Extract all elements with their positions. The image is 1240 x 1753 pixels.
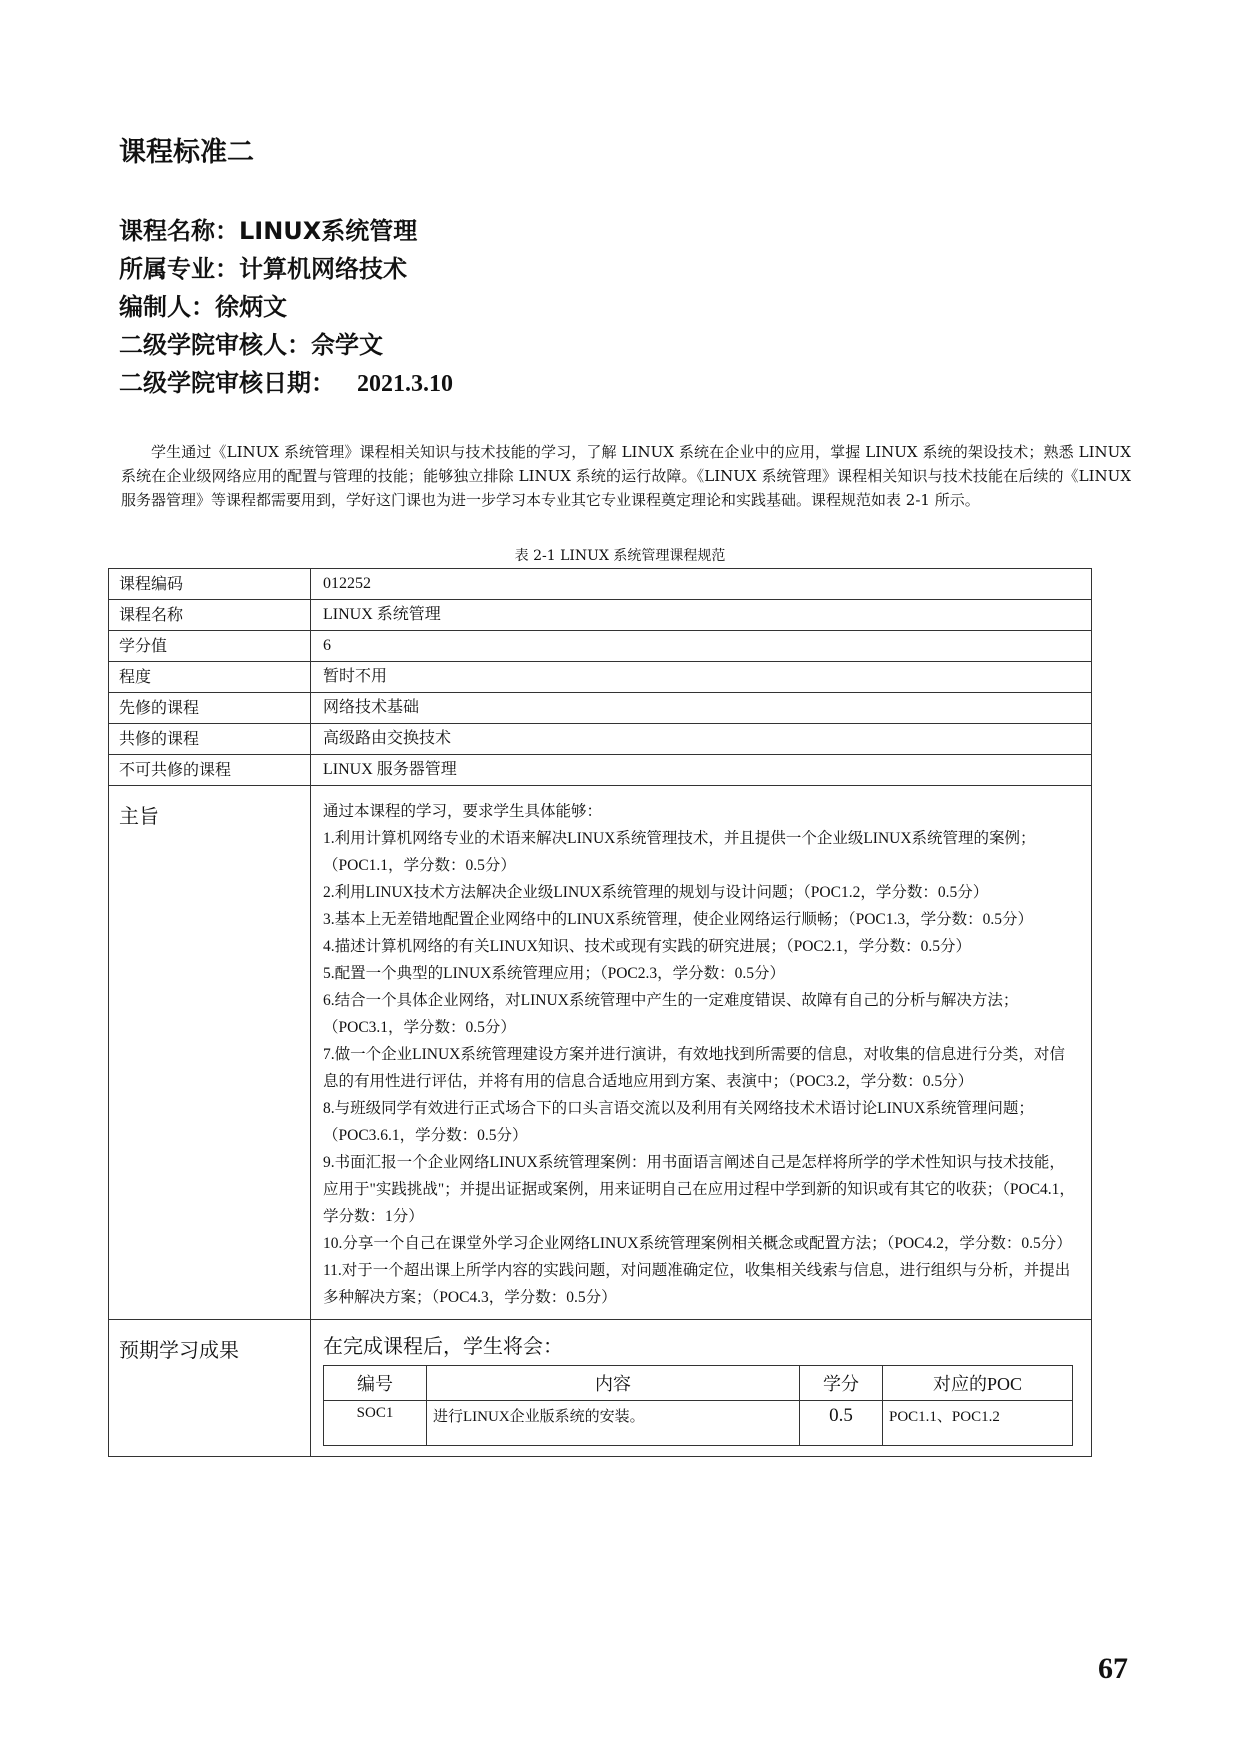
outcomes-label: 预期学习成果 xyxy=(109,1320,311,1457)
table-row xyxy=(324,1401,1073,1446)
aim-item: 10.分享一个自己在课堂外学习企业网络LINUX系统管理案例相关概念或配置方法；（POC4.2，学分数：0.5分） xyxy=(323,1235,1072,1252)
aims-label: 主旨 xyxy=(109,786,311,1320)
row-label: 共修的课程 xyxy=(109,724,311,755)
review-date-label: 二级学院审核日期： xyxy=(119,369,335,397)
table-row xyxy=(109,631,1092,662)
header-cell: 编号 xyxy=(324,1366,427,1401)
row-value: 6 xyxy=(311,631,1092,662)
header-cell: 对应的POC xyxy=(883,1366,1073,1401)
page-title: 课程标准二 xyxy=(119,137,254,168)
major: 所属专业：计算机网络技术 xyxy=(119,255,407,283)
row-value: 网络技术基础 xyxy=(311,693,1092,724)
table-row xyxy=(109,600,1092,631)
course-spec-table xyxy=(108,568,1092,1457)
course-meta xyxy=(119,212,453,402)
aims-row xyxy=(109,786,1092,1320)
outcomes-content xyxy=(311,1320,1092,1457)
aims-content xyxy=(311,786,1092,1320)
row-label: 先修的课程 xyxy=(109,693,311,724)
row-label: 课程编码 xyxy=(109,569,311,600)
table-caption: 表 2-1 LINUX 系统管理课程规范 xyxy=(514,548,726,564)
outcomes-intro: 在完成课程后，学生将会： xyxy=(323,1336,563,1358)
intro-paragraph: 学生通过《LINUX 系统管理》课程相关知识与技术技能的学习，了解 LINUX 系统在企业中的应用，掌握 LINUX 系统的架设技术；熟悉 LINUX 系统在企业级网络应用的配置与管理的技能；能够独立排除 LINUX 系统的运行故障。《LINUX 系统管理》课程相关知识与技术技能在后续的《LINUX 服务器管理》等课程都需要用到，学好这门课也为进一步学习本专业其它专业课程奠定理论和实践基础。课程规范如表 2-1 所示。 xyxy=(121,443,1131,509)
row-label: 程度 xyxy=(109,662,311,693)
outcomes-row xyxy=(109,1320,1092,1457)
outcome-id: SOC1 xyxy=(324,1401,427,1446)
row-label: 课程名称 xyxy=(109,600,311,631)
table-row xyxy=(109,693,1092,724)
review-date: 2021.3.10 xyxy=(357,371,453,397)
row-value: 高级路由交换技术 xyxy=(311,724,1092,755)
page-number: 67 xyxy=(1098,1652,1128,1685)
row-label: 不可共修的课程 xyxy=(109,755,311,786)
reviewer: 二级学院审核人：佘学文 xyxy=(119,331,383,359)
outcomes-header-row xyxy=(324,1366,1073,1401)
aim-item: 11.对于一个超出课上所学内容的实践问题，对问题准确定位，收集相关线索与信息，进行组织与分析，并提出多种解决方案；（POC4.3，学分数：0.5分） xyxy=(323,1262,1071,1306)
aim-item: 7.做一个企业LINUX系统管理建设方案并进行演讲，有效地找到所需要的信息，对收集的信息进行分类，对信息的有用性进行评估，并将有用的信息合适地应用到方案、表演中；（POC3.2，学分数：0.5分） xyxy=(323,1046,1065,1090)
review-date-line xyxy=(119,364,453,402)
header-cell: 学分 xyxy=(800,1366,883,1401)
row-value: 暂时不用 xyxy=(311,662,1092,693)
row-value: 012252 xyxy=(311,569,1092,600)
table-row xyxy=(109,755,1092,786)
row-value: LINUX 系统管理 xyxy=(311,600,1092,631)
aim-item: 3.基本上无差错地配置企业网络中的LINUX系统管理，使企业网络运行顺畅；（POC1.3，学分数：0.5分） xyxy=(323,911,1033,928)
row-value: LINUX 服务器管理 xyxy=(311,755,1092,786)
aim-item: 5.配置一个典型的LINUX系统管理应用；（POC2.3，学分数：0.5分） xyxy=(323,965,785,982)
table-row xyxy=(109,724,1092,755)
outcomes-table xyxy=(323,1365,1073,1446)
aim-item: 2.利用LINUX技术方法解决企业级LINUX系统管理的规划与设计问题；（POC1.2，学分数：0.5分） xyxy=(323,884,989,901)
outcome-content: 进行LINUX企业版系统的安装。 xyxy=(427,1401,800,1446)
aims-intro: 通过本课程的学习，要求学生具体能够： xyxy=(323,803,603,820)
table-row xyxy=(109,569,1092,600)
row-label: 学分值 xyxy=(109,631,311,662)
course-name: 课程名称：LINUX系统管理 xyxy=(119,217,418,245)
aim-item: 9.书面汇报一个企业网络LINUX系统管理案例：用书面语言阐述自己是怎样将所学的学术性知识与技术技能，应用于"实践挑战"；并提出证据或案例，用来证明自己在应用过程中学到新的知识或有其它的收获；（POC4.1，学分数：1分） xyxy=(323,1154,1075,1225)
outcome-credit: 0.5 xyxy=(800,1401,883,1446)
author: 编制人：徐炳文 xyxy=(119,293,287,321)
aim-item: 4.描述计算机网络的有关LINUX知识、技术或现有实践的研究进展；（POC2.1，学分数：0.5分） xyxy=(323,938,971,955)
table-row xyxy=(109,662,1092,693)
aim-item: 8.与班级同学有效进行正式场合下的口头言语交流以及利用有关网络技术术语讨论LINUX系统管理问题；（POC3.6.1，学分数：0.5分） xyxy=(323,1100,1034,1144)
aim-item: 6.结合一个具体企业网络，对LINUX系统管理中产生的一定难度错误、故障有自己的分析与解决方法；（POC3.1，学分数：0.5分） xyxy=(323,992,1019,1036)
outcome-poc: POC1.1、POC1.2 xyxy=(883,1401,1073,1446)
aim-item: 1.利用计算机网络专业的术语来解决LINUX系统管理技术，并且提供一个企业级LINUX系统管理的案例；（POC1.1，学分数：0.5分） xyxy=(323,830,1036,874)
header-cell: 内容 xyxy=(427,1366,800,1401)
